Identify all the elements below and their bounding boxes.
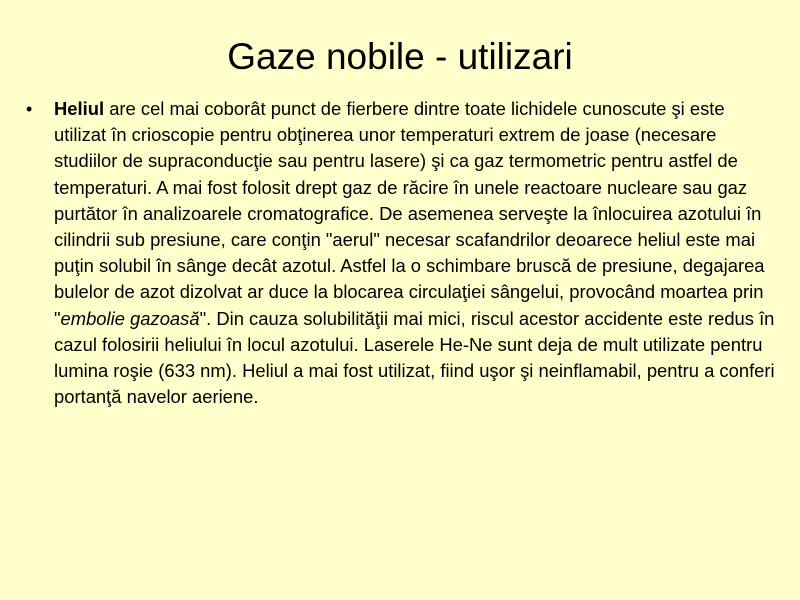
bullet-item	[26, 96, 776, 410]
bold-term: Heliul	[54, 98, 105, 119]
paragraph-text-part-2: ". Din cauza solubilităţii mai mici, riscul acestor accidente este redus în cazul folosirii heliului în locul azotului. Laserele He-Ne sunt deja de mult utilizate pentru lumina roşie (633 nm). Heliul a mai fost utilizat, fiind uşor şi neinflamabil, pentru a conferi portanţă navelor aeriene.	[54, 307, 775, 408]
italic-term: embolie gazoasă	[60, 307, 200, 329]
bullet-icon: •	[26, 99, 33, 119]
bullet-list	[26, 96, 776, 410]
paragraph-text-part-1: are cel mai coborât punct de fierbere dintre toate lichidele cunoscute şi este utilizat în crioscopie pentru obţinerea unor temperaturi extrem de joase (necesare studiilor de supraconducţie sau pentru lasere) şi ca gaz termometric pentru astfel de temperaturi. A mai fost folosit drept gaz de răcire în unele reactoare nucleare sau gaz purtător în analizoarele cromatografice. De asemenea serveşte la înlocuirea azotului în cilindrii sub presiune, care conţin "aerul" necesar scafandrilor deoarece heliul este mai puţin solubil în sânge decât azotul. Astfel la o schimbare bruscă de presiune, degajarea bulelor de azot dizolvat ar duce la blocarea circulaţiei sângelui, provocând moartea prin "	[54, 98, 765, 329]
slide-title: Gaze nobile - utilizari	[227, 36, 573, 77]
